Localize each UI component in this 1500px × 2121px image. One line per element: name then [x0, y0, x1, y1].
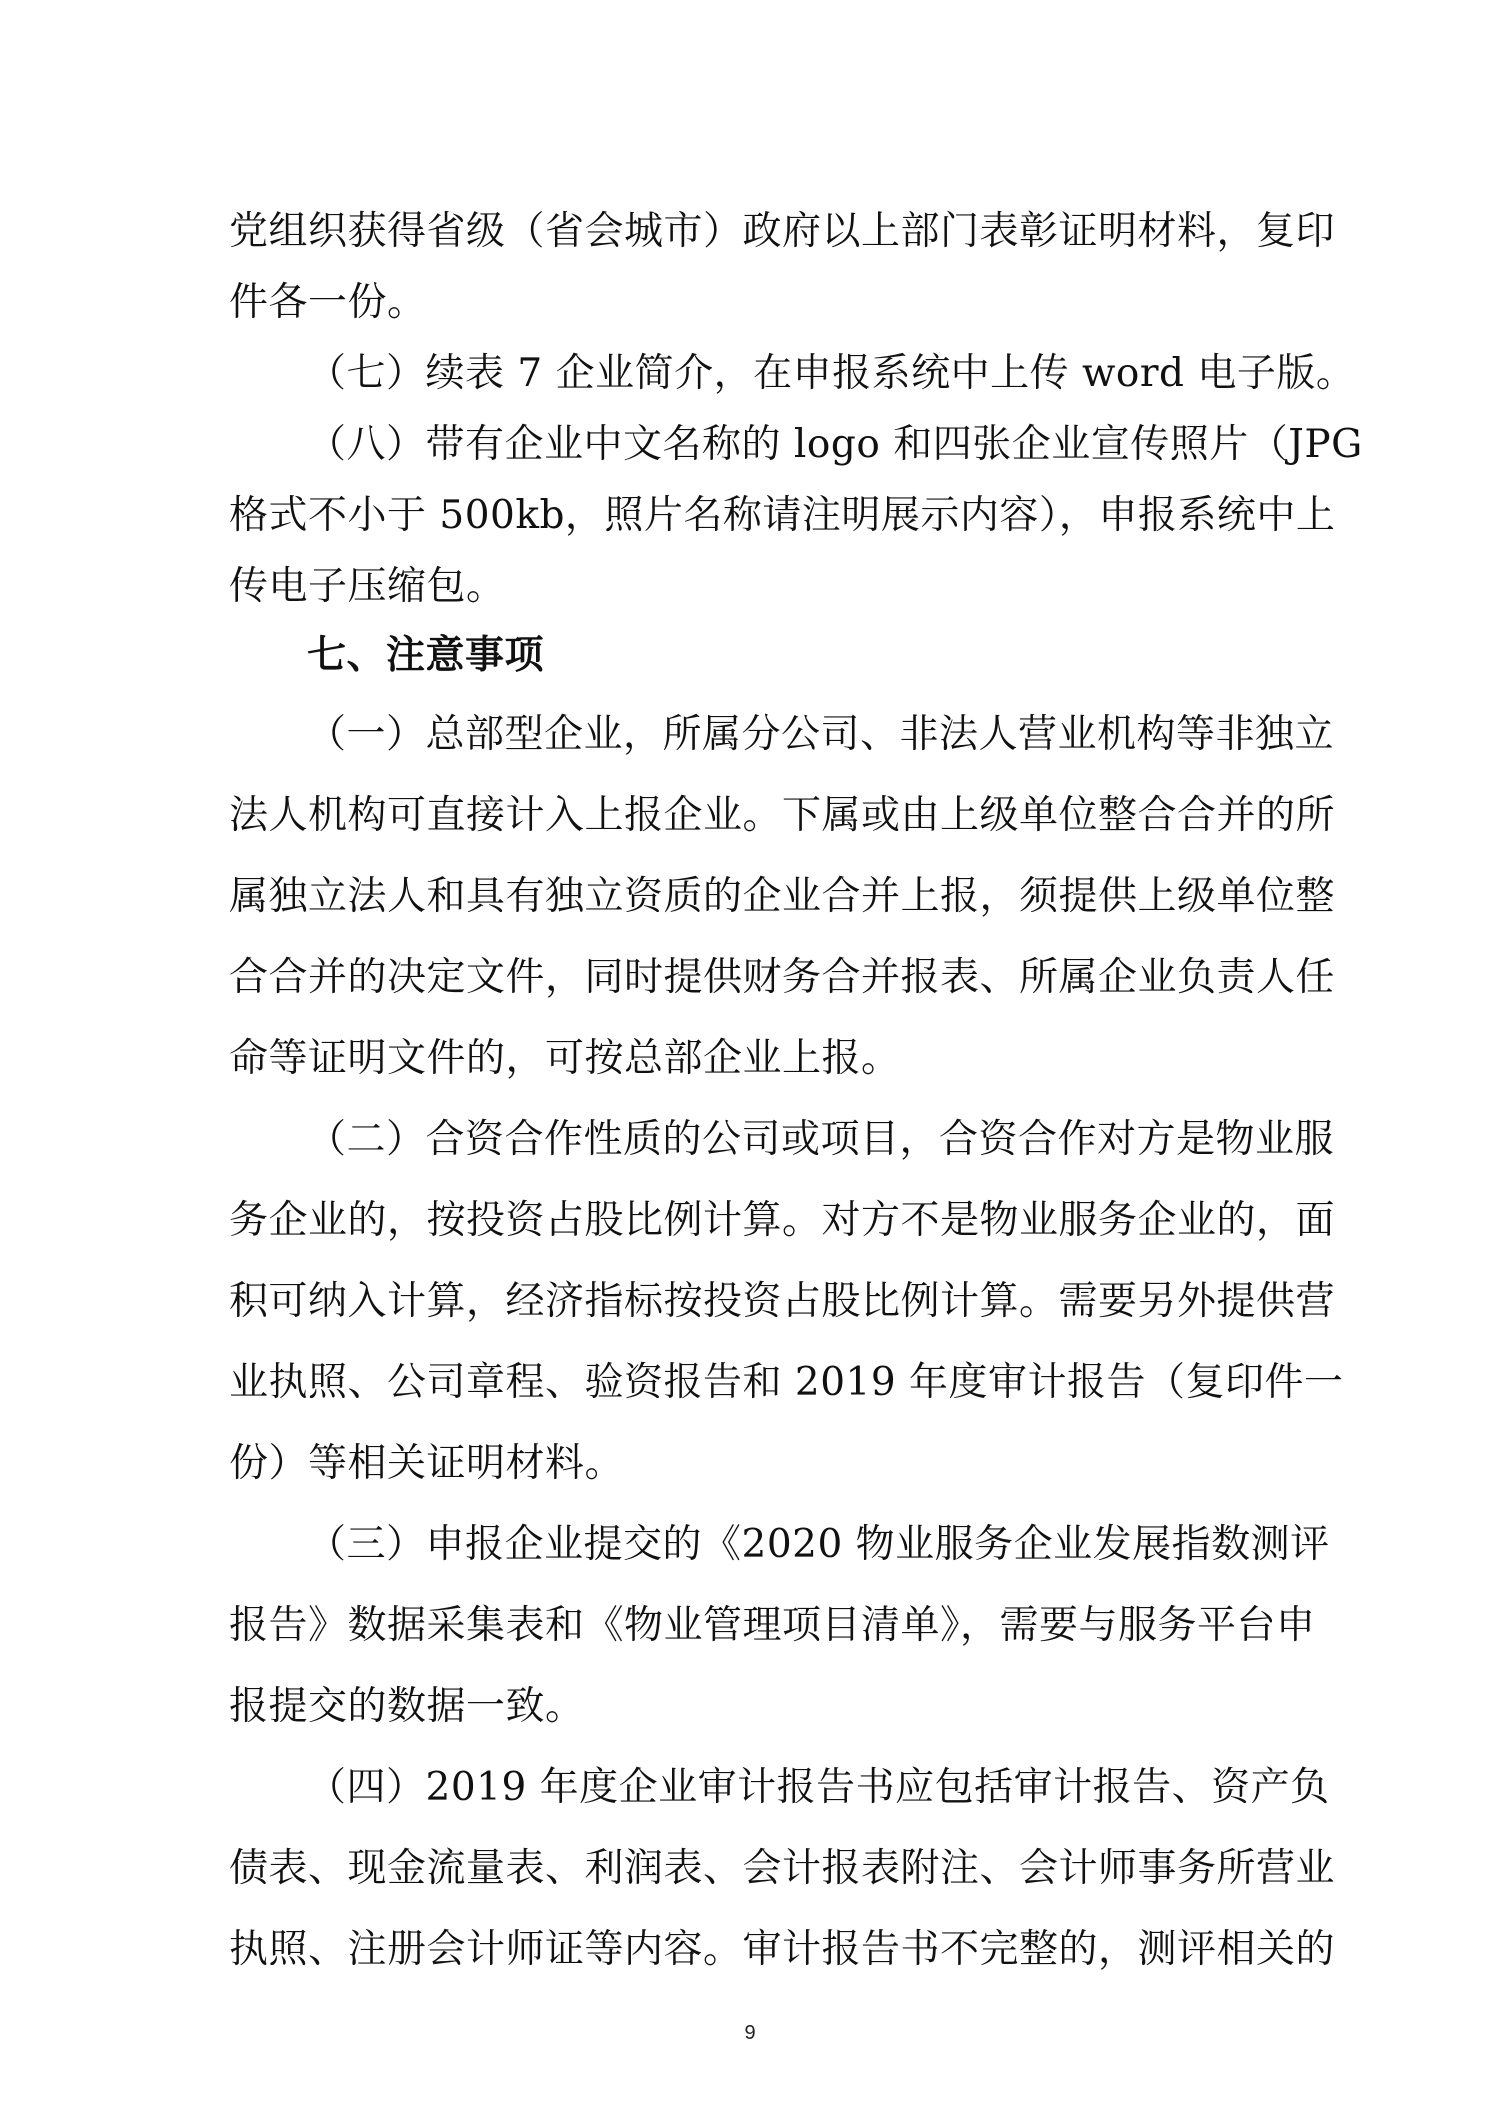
body-text-line: 法人机构可直接计入上报企业。下属或由上级单位整合合并的所: [229, 793, 1336, 838]
body-text-line: 合合并的决定文件，同时提供财务合并报表、所属企业负责人任: [229, 955, 1336, 1000]
body-text-line: 属独立法人和具有独立资质的企业合并上报，须提供上级单位整: [229, 874, 1336, 919]
list-item-1: （一）总部型企业，所属分公司、非法人营业机构等非独立: [307, 712, 1335, 757]
list-item-3: （三）申报企业提交的《2020 物业服务企业发展指数测评: [307, 1522, 1330, 1567]
list-item-4: （四）2019 年度企业审计报告书应包括审计报告、资产负: [307, 1765, 1330, 1810]
page-number: 9: [744, 2022, 756, 2044]
list-item-2: （二）合资合作性质的公司或项目，合资合作对方是物业服: [307, 1117, 1335, 1162]
list-item-8: （八）带有企业中文名称的 logo 和四张企业宣传照片（JPG: [307, 422, 1363, 467]
body-text-line: 件各一份。: [229, 280, 427, 325]
body-text-line: 执照、注册会计师证等内容。审计报告书不完整的，测评相关的: [229, 1927, 1336, 1972]
body-text-line: 务企业的，按投资占股比例计算。对方不是物业服务企业的，面: [229, 1198, 1336, 1243]
body-text-line: 传电子压缩包。: [229, 564, 506, 609]
body-text-line: 债表、现金流量表、利润表、会计报表附注、会计师事务所营业: [229, 1846, 1336, 1891]
section-heading: 七、注意事项: [307, 633, 545, 678]
body-text-line: 积可纳入计算，经济指标按投资占股比例计算。需要另外提供营: [229, 1279, 1336, 1324]
body-text-line: 份）等相关证明材料。: [229, 1441, 625, 1486]
body-text-line: 业执照、公司章程、验资报告和 2019 年度审计报告（复印件一: [229, 1360, 1344, 1405]
body-text-line: 命等证明文件的，可按总部企业上报。: [229, 1036, 901, 1081]
body-text-line: 报提交的数据一致。: [229, 1684, 585, 1729]
body-text-line: 党组织获得省级（省会城市）政府以上部门表彰证明材料，复印: [229, 209, 1336, 254]
body-text-line: 格式不小于 500kb，照片名称请注明展示内容），申报系统中上: [229, 493, 1336, 538]
body-text-line: 报告》数据采集表和《物业管理项目清单》，需要与服务平台申: [229, 1603, 1316, 1648]
list-item-7: （七）续表 7 企业简介，在申报系统中上传 word 电子版。: [307, 351, 1356, 396]
